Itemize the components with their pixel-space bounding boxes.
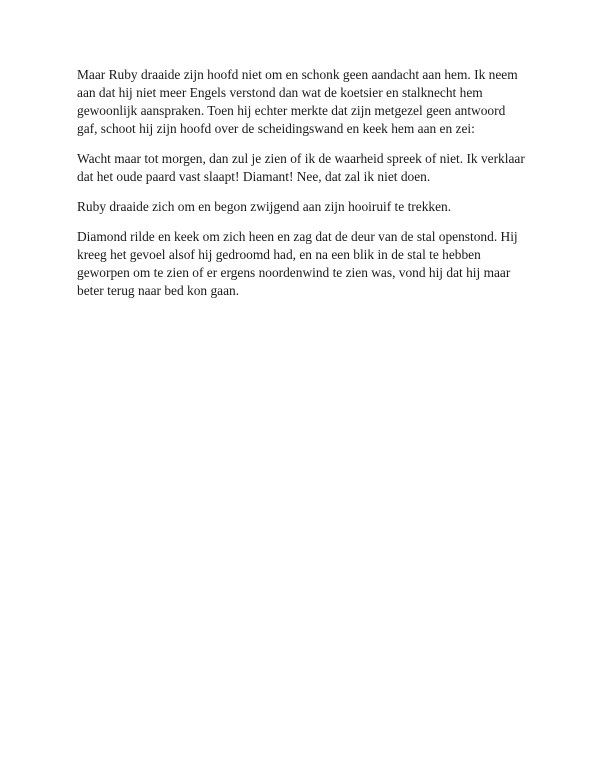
paragraph-3: Ruby draaide zich om en begon zwijgend aan zijn hooiruif te trekken. (77, 199, 452, 214)
paragraph-4: Diamond rilde en keek om zich heen en zag dat de deur van de stal openstond. Hij kreeg het gevoel alsof hij gedroomd had, en na een blik in de stal te hebben geworpen om te zien of er ergens noordenwind te zien was, vond hij dat hij maar beter terug naar bed kon gaan. (77, 229, 518, 298)
paragraph-2: Wacht maar tot morgen, dan zul je zien of ik de waarheid spreek of niet. Ik verklaar dat het oude paard vast slaapt! Diamant! Nee, dat zal ik niet doen. (77, 151, 525, 184)
body-text (77, 66, 527, 312)
paragraph-1: Maar Ruby draaide zijn hoofd niet om en schonk geen aandacht aan hem. Ik neem aan dat hij niet meer Engels verstond dan wat de koetsier en stalknecht hem gewoonlijk aanspraken. Toen hij echter merkte dat zijn metgezel geen antwoord gaf, schoot hij zijn hoofd over de scheidingswand en keek hem aan en zei: (77, 67, 518, 136)
